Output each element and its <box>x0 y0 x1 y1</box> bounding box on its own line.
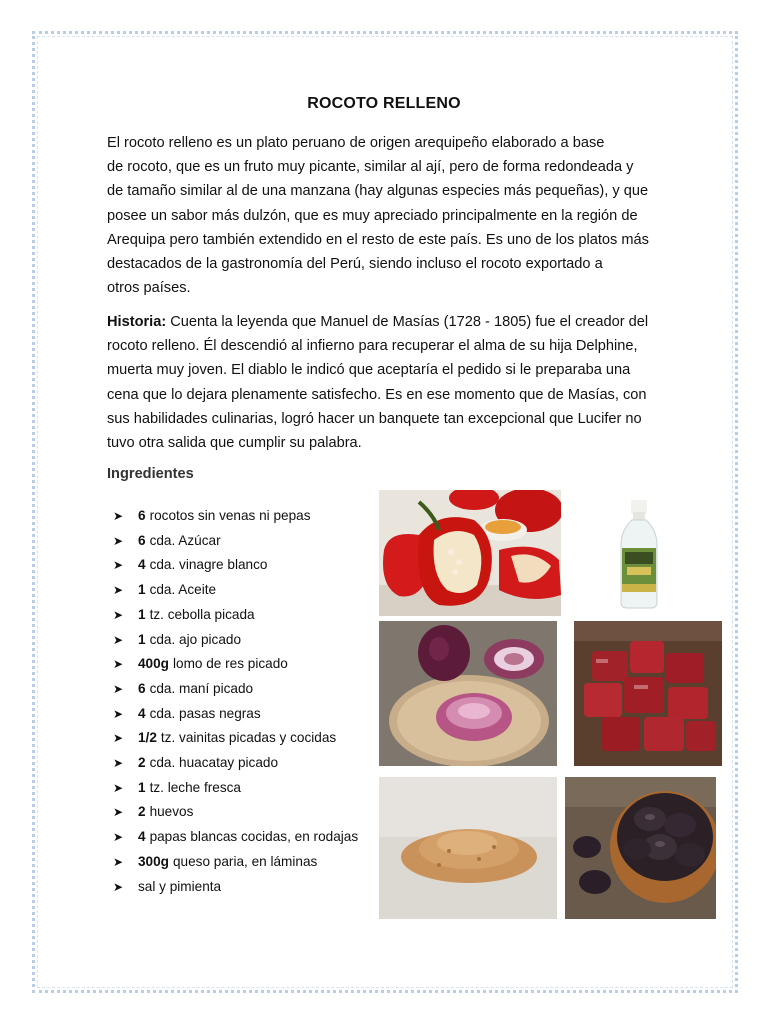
prunes-photo <box>565 777 716 919</box>
historia-paragraph <box>107 310 667 455</box>
ingredient-qty: 300g <box>138 853 169 869</box>
arrow-bullet-icon: ➤ <box>113 731 124 746</box>
ingredient-text: cda. ajo picado <box>149 631 242 647</box>
ingredient-text: sal y pimienta <box>138 878 222 894</box>
list-item <box>113 751 358 776</box>
arrow-bullet-icon: ➤ <box>113 854 124 869</box>
arrow-bullet-icon: ➤ <box>113 756 124 771</box>
list-item <box>113 850 358 875</box>
list-item <box>113 603 358 628</box>
arrow-bullet-icon: ➤ <box>113 509 124 523</box>
ingredient-text: cda. maní picado <box>149 680 254 696</box>
ingredient-qty: 1 <box>138 606 146 622</box>
ingredient-qty: 2 <box>138 804 146 820</box>
intro-line: Arequipa pero también extendido en el resto de este país. Es uno de los platos más <box>107 231 649 248</box>
ingredient-text: tz. cebolla picada <box>149 606 255 622</box>
list-item <box>113 702 358 727</box>
ingredient-text: tz. leche fresca <box>149 779 241 795</box>
list-item <box>113 553 358 578</box>
ingredient-text: huevos <box>149 804 194 820</box>
ingredient-text: lomo de res picado <box>172 656 288 672</box>
ingredient-text: cda. huacatay picado <box>149 755 279 771</box>
ingredient-qty: 1 <box>138 779 146 795</box>
historia-label: Historia: <box>107 314 167 330</box>
ingredient-qty: 6 <box>138 508 146 523</box>
list-item <box>113 800 358 825</box>
ingredient-qty: 1 <box>138 582 146 598</box>
arrow-bullet-icon: ➤ <box>113 657 124 672</box>
list-item <box>113 504 358 529</box>
intro-line: de tamaño similar al de una manzana (hay algunas especies más pequeñas), y que <box>107 183 649 200</box>
historia-line: rocoto relleno. Él descendió al infierno para recuperar el alma de su hija Delphine, <box>107 338 638 355</box>
ingredient-text: cda. vinagre blanco <box>149 557 268 573</box>
ingredient-qty: 4 <box>138 829 146 845</box>
vinegar-bottle-photo <box>575 490 702 616</box>
ingredient-text: cda. Azúcar <box>149 532 221 548</box>
arrow-bullet-icon: ➤ <box>113 879 124 894</box>
ingredient-text: queso paria, en láminas <box>172 853 318 869</box>
list-item <box>113 578 358 603</box>
historia-line: sus habilidades culinarias, logró hacer un banquete tan excepcional que Lucifer no <box>107 410 642 427</box>
ingredient-qty: 2 <box>138 755 146 771</box>
ingredient-qty: 1/2 <box>138 730 157 746</box>
arrow-bullet-icon: ➤ <box>113 706 124 721</box>
list-item <box>113 776 358 801</box>
historia-line: muerta muy joven. El diablo le indicó que aceptaría el pedido si le preparaba una <box>107 362 631 379</box>
peanut-photo <box>379 777 557 919</box>
arrow-bullet-icon: ➤ <box>113 681 124 696</box>
intro-line: posee un sabor más dulzón, que es muy apreciado principalmente en la región de <box>107 207 638 224</box>
arrow-bullet-icon: ➤ <box>113 533 124 548</box>
list-item <box>113 726 358 751</box>
arrow-bullet-icon: ➤ <box>113 830 124 845</box>
intro-line: otros países. <box>107 280 191 297</box>
ingredients-heading: Ingredientes <box>107 466 194 482</box>
ingredient-qty: 4 <box>138 557 146 573</box>
ingredient-text: tz. vainitas picadas y cocidas <box>160 730 337 746</box>
ingredient-qty: 1 <box>138 631 146 647</box>
onion-photo <box>379 621 557 766</box>
intro-line: de rocoto, que es un fruto muy picante, similar al ají, pero de forma redondeada y <box>107 159 634 176</box>
ingredient-qty: 4 <box>138 705 146 721</box>
historia-line: cena que lo dejara plenamente satisfecho. Es en ese momento que de Masías, con <box>107 386 647 403</box>
rocoto-photo <box>379 490 561 616</box>
page-title: ROCOTO RELLENO <box>307 95 461 112</box>
list-item <box>113 875 358 900</box>
list-item <box>113 628 358 653</box>
beef-photo <box>574 621 722 766</box>
arrow-bullet-icon: ➤ <box>113 583 124 598</box>
intro-line: El rocoto relleno es un plato peruano de origen arequipeño elaborado a base <box>107 135 605 151</box>
list-item <box>113 529 358 554</box>
ingredient-qty: 400g <box>138 656 169 672</box>
historia-first-line <box>107 310 667 334</box>
historia-line: tuvo otra salida que cumplir su palabra. <box>107 435 362 452</box>
ingredient-text: papas blancas cocidas, en rodajas <box>149 829 359 845</box>
arrow-bullet-icon: ➤ <box>113 780 124 795</box>
intro-paragraph <box>107 131 667 300</box>
list-item <box>113 677 358 702</box>
arrow-bullet-icon: ➤ <box>113 805 124 820</box>
ingredients-list <box>113 504 358 899</box>
arrow-bullet-icon: ➤ <box>113 632 124 647</box>
historia-text: Cuenta la leyenda que Manuel de Masías (1728 - 1805) fue el creador del <box>166 314 649 330</box>
list-item <box>113 825 358 850</box>
ingredient-text: rocotos sin venas ni pepas <box>149 508 311 523</box>
list-item <box>113 652 358 677</box>
arrow-bullet-icon: ➤ <box>113 607 124 622</box>
arrow-bullet-icon: ➤ <box>113 558 124 573</box>
ingredient-qty: 6 <box>138 680 146 696</box>
ingredient-text: cda. Aceite <box>149 582 217 598</box>
ingredient-qty: 6 <box>138 532 146 548</box>
ingredient-text: cda. pasas negras <box>149 705 261 721</box>
intro-line: destacados de la gastronomía del Perú, siendo incluso el rocoto exportado a <box>107 256 603 273</box>
